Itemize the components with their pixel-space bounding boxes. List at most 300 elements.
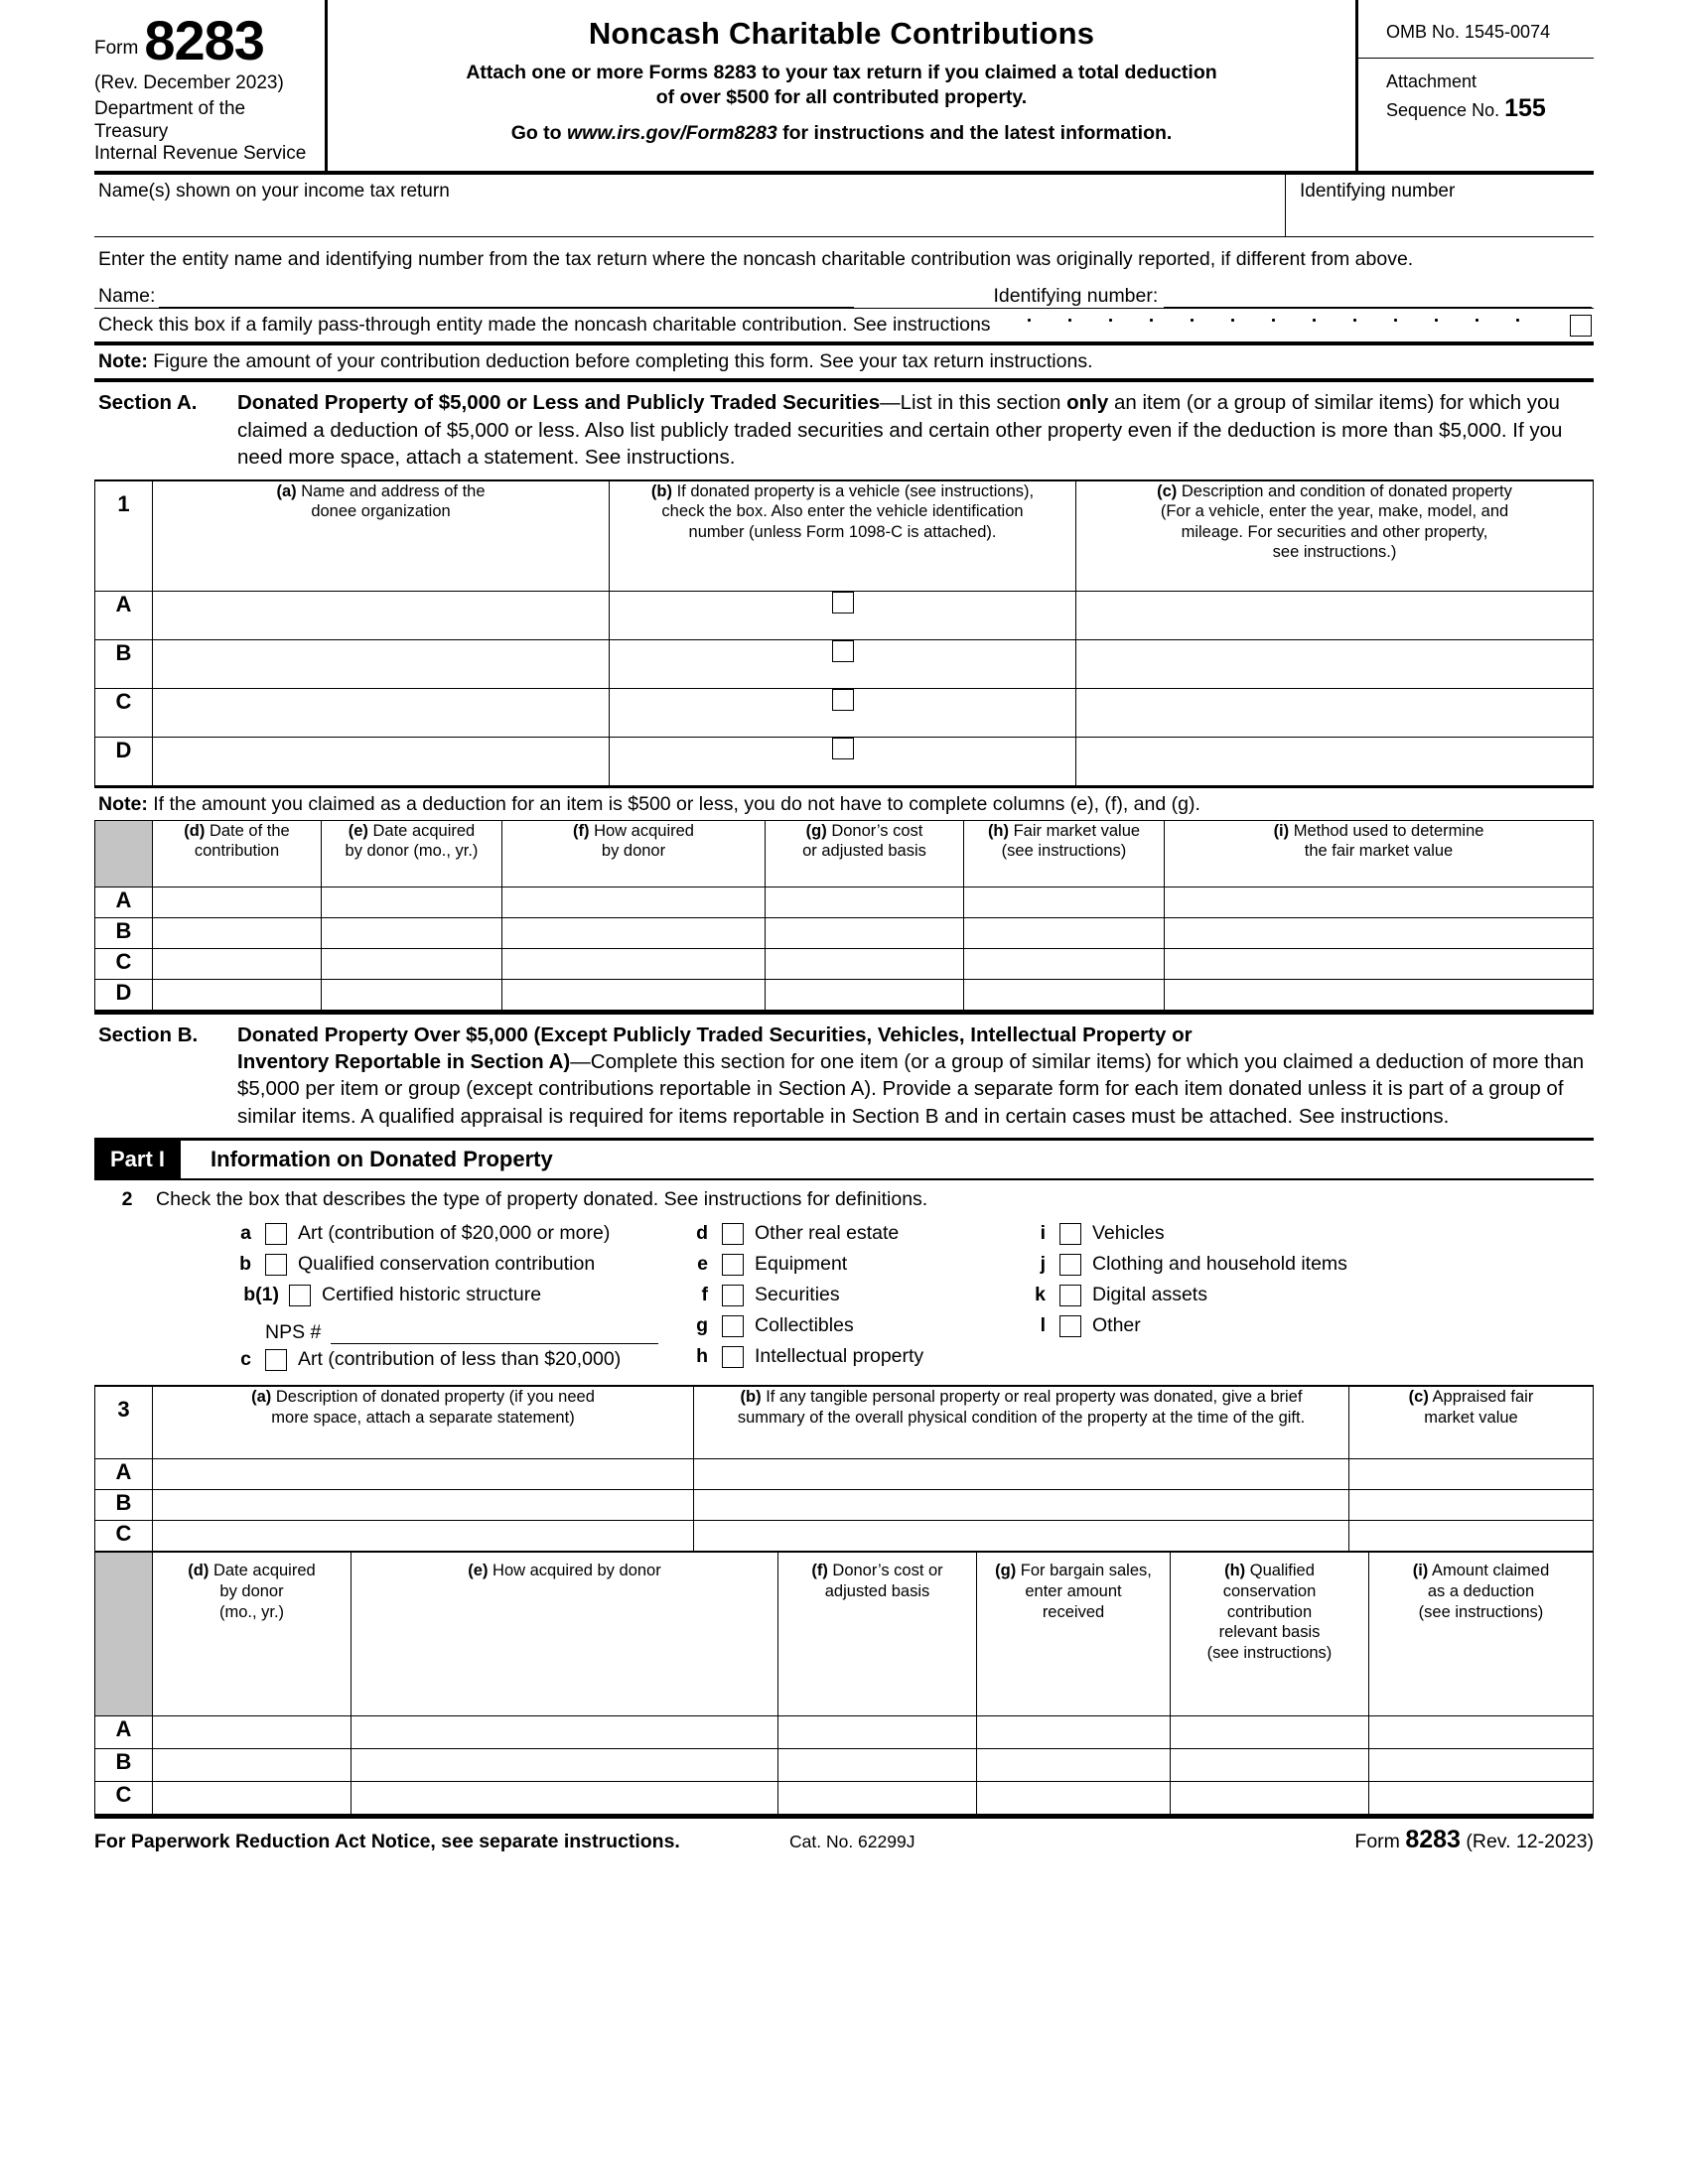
form-revision: (Rev. December 2023) <box>94 72 284 94</box>
part-1-tag: Part I <box>94 1141 181 1178</box>
col4-f-bold: (f) <box>811 1562 828 1580</box>
col-b-header <box>610 480 1076 591</box>
col-b-line-2: check the box. Also enter the vehicle identification <box>661 502 1024 521</box>
vehicle-checkbox[interactable] <box>832 738 854 759</box>
checkbox-item-d[interactable] <box>666 1218 1004 1249</box>
checkbox-label: Other real estate <box>755 1222 900 1245</box>
cell-date-contribution[interactable] <box>153 948 322 979</box>
nps-number-row <box>210 1310 666 1344</box>
col-d-bold: (d) <box>184 821 206 840</box>
cell-date-acquired[interactable] <box>322 979 502 1010</box>
footer-form-label: Form <box>1354 1831 1406 1853</box>
table-row <box>95 1521 1594 1552</box>
checkbox-label: Qualified conservation contribution <box>298 1253 596 1276</box>
cell-how-acquired[interactable] <box>502 887 766 917</box>
cell-condition-summary[interactable] <box>694 1521 1349 1552</box>
checkbox-letter: j <box>1040 1253 1046 1276</box>
section-b-title-line-2: Inventory Reportable in Section A) <box>237 1050 571 1074</box>
form-header <box>94 0 1594 175</box>
row-label: A <box>95 591 153 639</box>
cell-method[interactable] <box>1165 887 1594 917</box>
cell-bargain-sale[interactable] <box>977 1749 1171 1782</box>
cell-donee-org[interactable] <box>153 688 610 737</box>
checkbox-label: Art (contribution of less than $20,000) <box>298 1348 622 1371</box>
col4-d-line-2: by donor <box>219 1582 284 1601</box>
cell-date-contribution[interactable] <box>153 917 322 948</box>
col4-i-bold: (i) <box>1412 1562 1429 1580</box>
checkbox-letter: a <box>240 1222 251 1245</box>
checkbox-a[interactable] <box>265 1223 287 1245</box>
section-a-dash: — <box>880 391 901 415</box>
col-c-bold: (c) <box>1157 481 1178 500</box>
col3-a-line-2: more space, attach a separate statement) <box>271 1409 575 1428</box>
checkbox-label: Collectibles <box>755 1314 854 1337</box>
line-2-block <box>94 1180 1594 1386</box>
cell-appraised-fmv[interactable] <box>1349 1521 1594 1552</box>
row-label: B <box>95 917 153 948</box>
col-h-line-1: Fair market value <box>1009 821 1141 840</box>
col4-g-bold: (g) <box>995 1562 1017 1580</box>
col4-h-line-4: relevant basis <box>1218 1623 1321 1642</box>
table-row <box>95 948 1594 979</box>
section-a-note-label: Note: <box>98 792 148 815</box>
checkbox-k[interactable] <box>1059 1285 1081 1306</box>
cell-condition-summary[interactable] <box>694 1490 1349 1521</box>
col-e-line-1: Date acquired <box>367 821 476 840</box>
form-footer <box>94 1815 1594 1854</box>
checkbox-l[interactable] <box>1059 1315 1081 1337</box>
col4-h-header <box>1171 1553 1369 1716</box>
cell-property-description[interactable] <box>153 1490 694 1521</box>
entity-identifying-number-input[interactable] <box>1164 287 1592 308</box>
table-row <box>95 887 1594 917</box>
col4-d-header <box>153 1553 352 1716</box>
section-b-body: Complete this section for one item (or a group of similar items) for which you claimed a deduction of more than $5,000 per item or group (except contributions reportable in Section A). Provide a separate form for each item donated unless it is part of a group of similar items. A qualified appraisal is required for items reportable in Section B and in certain cases must be attached. See instructions. <box>237 1050 1585 1128</box>
checkbox-column-3 <box>1004 1218 1347 1375</box>
checkbox-item-b1[interactable] <box>210 1280 666 1310</box>
col-g-line-1: Donor’s cost <box>826 821 923 840</box>
cell-vehicle[interactable] <box>610 737 1076 785</box>
checkbox-f[interactable] <box>722 1285 744 1306</box>
col3-c-header <box>1349 1387 1594 1459</box>
table-row <box>95 1749 1594 1782</box>
checkbox-j[interactable] <box>1059 1254 1081 1276</box>
line-3-table-abc <box>94 1386 1594 1552</box>
table-row <box>95 1782 1594 1815</box>
cell-how-acquired[interactable] <box>352 1716 778 1749</box>
entity-name-row <box>94 277 1594 308</box>
omb-number: OMB No. 1545-0074 <box>1386 22 1551 42</box>
corner-cell <box>95 820 153 887</box>
cell-how-acquired[interactable] <box>352 1749 778 1782</box>
cell-qualified-conservation[interactable] <box>1171 1716 1369 1749</box>
col-f-line-1: How acquired <box>589 821 694 840</box>
checkbox-item-k[interactable] <box>1004 1280 1347 1310</box>
checkbox-letter: h <box>696 1345 708 1368</box>
cell-vehicle[interactable] <box>610 639 1076 688</box>
checkbox-letter: l <box>1040 1314 1046 1337</box>
cell-bargain-sale[interactable] <box>977 1782 1171 1815</box>
nps-input[interactable] <box>331 1321 658 1344</box>
cell-amount-claimed[interactable] <box>1369 1749 1594 1782</box>
section-a-table-abc <box>94 480 1594 786</box>
col-i-bold: (i) <box>1273 821 1290 840</box>
col-e-line-2: by donor (mo., yr.) <box>345 842 479 861</box>
attachment-label-line-1: Attachment <box>1386 71 1477 91</box>
cell-property-description[interactable] <box>153 1459 694 1490</box>
cell-date-acquired[interactable] <box>153 1749 352 1782</box>
passthrough-entity-row <box>94 308 1594 341</box>
table-header-row <box>95 1553 1594 1716</box>
col-a-line-2: donee organization <box>311 502 451 521</box>
row-label: D <box>95 979 153 1010</box>
header-title-block <box>328 0 1358 171</box>
table-row <box>95 917 1594 948</box>
footer-form-revision: (Rev. 12-2023) <box>1460 1831 1594 1853</box>
section-a-note-text: If the amount you claimed as a deduction for an item is $500 or less, you do not have to complete columns (e), (f), and (g). <box>147 792 1200 815</box>
checkbox-item-b[interactable] <box>210 1249 666 1280</box>
col-h-header <box>964 820 1165 887</box>
row-label: D <box>95 737 153 785</box>
checkbox-item-e[interactable] <box>666 1249 1004 1280</box>
form-title: Noncash Charitable Contributions <box>588 16 1095 51</box>
attachment-sequence <box>1358 58 1594 124</box>
checkbox-b1[interactable] <box>289 1285 311 1306</box>
checkbox-letter: f <box>701 1284 708 1306</box>
entity-name-label: Name: <box>98 285 156 308</box>
col-d-line-1: Date of the <box>205 821 290 840</box>
attachment-number: 155 <box>1504 93 1546 122</box>
col4-h-line-1: Qualified <box>1245 1562 1315 1580</box>
checkbox-item-h[interactable] <box>666 1341 1004 1372</box>
section-a-label: Section A. <box>98 391 198 415</box>
checkbox-label: Certified historic structure <box>322 1284 542 1306</box>
col4-d-bold: (d) <box>188 1562 210 1580</box>
checkbox-item-g[interactable] <box>666 1310 1004 1341</box>
row-label: C <box>95 1782 153 1815</box>
cell-qualified-conservation[interactable] <box>1171 1749 1369 1782</box>
section-b-label: Section B. <box>98 1023 199 1046</box>
cell-description[interactable] <box>1076 591 1594 639</box>
col4-e-line-1: How acquired by donor <box>488 1562 661 1580</box>
col-i-line-2: the fair market value <box>1304 842 1454 861</box>
row-label: A <box>95 887 153 917</box>
taxpayer-name-row <box>94 175 1594 237</box>
table-header-row <box>95 1387 1594 1459</box>
cell-date-acquired[interactable] <box>322 887 502 917</box>
checkbox-label: Securities <box>755 1284 840 1306</box>
checkbox-letter: d <box>696 1222 708 1245</box>
cell-donee-org[interactable] <box>153 639 610 688</box>
section-a-body-only: only <box>1066 391 1109 415</box>
checkbox-letter: b(1) <box>243 1284 279 1306</box>
cell-date-acquired[interactable] <box>322 917 502 948</box>
col-c-line-3: mileage. For securities and other property, <box>1181 522 1488 541</box>
checkbox-item-l[interactable] <box>1004 1310 1347 1341</box>
col3-a-bold: (a) <box>251 1388 272 1407</box>
cell-donor-cost[interactable] <box>778 1749 977 1782</box>
cell-bargain-sale[interactable] <box>977 1716 1171 1749</box>
checkbox-label: Equipment <box>755 1253 848 1276</box>
col4-g-line-2: enter amount <box>1025 1582 1122 1601</box>
cell-vehicle[interactable] <box>610 591 1076 639</box>
col3-b-line-1: If any tangible personal property or real property was donated, give a brief <box>761 1388 1303 1407</box>
vehicle-checkbox[interactable] <box>832 592 854 614</box>
col-i-line-1: Method used to determine <box>1289 821 1484 840</box>
col4-g-header <box>977 1553 1171 1716</box>
col4-d-line-1: Date acquired <box>209 1562 316 1580</box>
col4-e-bold: (e) <box>468 1562 489 1580</box>
col3-b-header <box>694 1387 1349 1459</box>
table-header-row <box>95 480 1594 591</box>
entity-instruction: Enter the entity name and identifying number from the tax return where the noncash charitable contribution was originally reported, if different from above. <box>98 248 1414 271</box>
cell-donor-cost[interactable] <box>766 979 964 1010</box>
vehicle-checkbox[interactable] <box>832 689 854 711</box>
col3-c-line-1: Appraised fair <box>1428 1388 1534 1407</box>
cell-date-acquired[interactable] <box>153 1782 352 1815</box>
cell-donor-cost[interactable] <box>778 1716 977 1749</box>
form-subtitle-line-1: Attach one or more Forms 8283 to your tax return if you claimed a total deduction <box>466 62 1217 83</box>
section-b-header <box>94 1011 1594 1140</box>
col4-g-line-1: For bargain sales, <box>1016 1562 1152 1580</box>
note-label: Note: <box>98 350 148 373</box>
cell-how-acquired[interactable] <box>502 948 766 979</box>
attachment-label-line-2: Sequence No. <box>1386 99 1500 120</box>
note-deduction <box>94 341 1594 382</box>
col4-i-line-2: as a deduction <box>1427 1582 1535 1601</box>
cell-date-contribution[interactable] <box>153 887 322 917</box>
col4-g-line-3: received <box>1042 1602 1105 1621</box>
col4-i-header <box>1369 1553 1594 1716</box>
corner-cell <box>95 1553 153 1716</box>
part-1-bar <box>94 1139 1594 1180</box>
checkbox-letter: i <box>1040 1222 1046 1245</box>
department-line-1: Department of the Treasury <box>94 98 246 142</box>
table-row <box>95 688 1594 737</box>
header-form-identity <box>94 0 328 171</box>
line-number-2: 2 <box>121 1188 133 1211</box>
cell-amount-claimed[interactable] <box>1369 1716 1594 1749</box>
section-a-table-defghi <box>94 820 1594 1011</box>
cell-how-acquired[interactable] <box>502 979 766 1010</box>
col4-i-line-3: (see instructions) <box>1418 1602 1544 1621</box>
cell-donee-org[interactable] <box>153 737 610 785</box>
cell-donor-cost[interactable] <box>766 917 964 948</box>
footer-form-number: 8283 <box>1405 1826 1461 1854</box>
cell-qualified-conservation[interactable] <box>1171 1782 1369 1815</box>
row-label: A <box>95 1716 153 1749</box>
cell-donee-org[interactable] <box>153 591 610 639</box>
line-number-1: 1 <box>95 480 153 591</box>
col-f-bold: (f) <box>573 821 590 840</box>
cell-date-acquired[interactable] <box>153 1716 352 1749</box>
checkbox-label: Vehicles <box>1092 1222 1165 1245</box>
section-a-body-1: List in this section <box>900 391 1067 415</box>
col4-h-line-3: contribution <box>1226 1602 1313 1621</box>
col-e-header <box>322 820 502 887</box>
col4-h-bold: (h) <box>1224 1562 1246 1580</box>
section-b-title-line-1: Donated Property Over $5,000 (Except Publicly Traded Securities, Vehicles, Intellectual Property or <box>237 1023 1193 1046</box>
col-b-line-3: number (unless Form 1098-C is attached). <box>688 522 997 541</box>
checkbox-letter: b <box>239 1253 251 1276</box>
col-c-line-1: Description and condition of donated property <box>1177 481 1512 500</box>
col-f-header <box>502 820 766 887</box>
cell-method[interactable] <box>1165 979 1594 1010</box>
cell-property-description[interactable] <box>153 1521 694 1552</box>
checkbox-b[interactable] <box>265 1254 287 1276</box>
col4-h-line-2: conservation <box>1222 1582 1317 1601</box>
cell-donor-cost[interactable] <box>766 887 964 917</box>
col-h-line-2: (see instructions) <box>1001 842 1127 861</box>
checkbox-letter: e <box>697 1253 708 1276</box>
cell-vehicle[interactable] <box>610 688 1076 737</box>
cell-how-acquired[interactable] <box>352 1782 778 1815</box>
names-field[interactable] <box>94 175 1286 236</box>
section-a-body-2: an item (or a group of similar items) for which you claimed a deduction of $5,000 or less. Also list publicly traded securities and certain other property even if the deduction is more than $5,000. If you need more space, attach a statement. See instructions. <box>237 391 1563 470</box>
table-row <box>95 639 1594 688</box>
row-label: C <box>95 948 153 979</box>
form-number: 8283 <box>144 9 264 71</box>
cell-appraised-fmv[interactable] <box>1349 1490 1594 1521</box>
col4-d-line-3: (mo., yr.) <box>218 1602 285 1621</box>
table-row <box>95 591 1594 639</box>
cell-donor-cost[interactable] <box>766 948 964 979</box>
row-label: A <box>95 1459 153 1490</box>
passthrough-entity-checkbox[interactable] <box>1570 315 1592 337</box>
col3-a-header <box>153 1387 694 1459</box>
cell-fmv[interactable] <box>964 979 1165 1010</box>
col-a-line-1: Name and address of the <box>296 481 486 500</box>
table-header-row <box>95 820 1594 887</box>
checkbox-item-j[interactable] <box>1004 1249 1347 1280</box>
col3-b-bold: (b) <box>740 1388 762 1407</box>
col-g-bold: (g) <box>805 821 827 840</box>
row-label: B <box>95 639 153 688</box>
cell-fmv[interactable] <box>964 948 1165 979</box>
note-text: Figure the amount of your contribution deduction before completing this form. See your tax return instructions. <box>147 350 1093 373</box>
cell-condition-summary[interactable] <box>694 1459 1349 1490</box>
col-g-line-2: or adjusted basis <box>802 842 926 861</box>
goto-suffix: for instructions and the latest information. <box>776 121 1173 144</box>
goto-url[interactable]: www.irs.gov/Form8283 <box>567 121 777 144</box>
checkbox-letter: c <box>240 1348 251 1371</box>
col-a-bold: (a) <box>276 481 297 500</box>
checkbox-label: Art (contribution of $20,000 or more) <box>298 1222 611 1245</box>
department-line-2: Internal Revenue Service <box>94 143 307 164</box>
col3-c-bold: (c) <box>1408 1388 1429 1407</box>
col-b-bold: (b) <box>650 481 672 500</box>
cell-method[interactable] <box>1165 948 1594 979</box>
checkbox-h[interactable] <box>722 1346 744 1368</box>
cell-date-acquired[interactable] <box>322 948 502 979</box>
cell-description[interactable] <box>1076 639 1594 688</box>
col-a-header <box>153 480 610 591</box>
checkbox-column-2 <box>666 1218 1004 1375</box>
checkbox-d[interactable] <box>722 1223 744 1245</box>
col-c-line-4: see instructions.) <box>1272 543 1397 562</box>
col4-h-line-5: (see instructions) <box>1206 1643 1333 1662</box>
col4-i-line-1: Amount claimed <box>1428 1562 1550 1580</box>
line-3-table-defghi <box>94 1552 1594 1815</box>
col4-f-header <box>778 1553 977 1716</box>
row-label: B <box>95 1490 153 1521</box>
catalog-number: Cat. No. 62299J <box>789 1832 915 1852</box>
checkbox-item-c[interactable] <box>210 1344 666 1375</box>
identifying-number-label: Identifying number <box>1300 181 1456 203</box>
checkbox-g[interactable] <box>722 1315 744 1337</box>
col-g-header <box>766 820 964 887</box>
table-row <box>95 979 1594 1010</box>
form-label: Form <box>94 38 139 60</box>
vehicle-checkbox[interactable] <box>832 640 854 662</box>
col3-a-line-1: Description of donated property (if you need <box>271 1388 595 1407</box>
form-goto-line <box>342 122 1341 145</box>
cell-donor-cost[interactable] <box>778 1782 977 1815</box>
checkbox-label: Digital assets <box>1092 1284 1207 1306</box>
row-label: C <box>95 688 153 737</box>
checkbox-i[interactable] <box>1059 1223 1081 1245</box>
col-d-header <box>153 820 322 887</box>
entity-identifying-number-label: Identifying number: <box>993 285 1159 308</box>
checkbox-item-i[interactable] <box>1004 1218 1347 1249</box>
table-row <box>95 1716 1594 1749</box>
col-e-bold: (e) <box>348 821 368 840</box>
col-d-line-2: contribution <box>194 842 280 861</box>
entity-name-input[interactable] <box>159 287 854 308</box>
goto-prefix: Go to <box>510 121 568 144</box>
checkbox-e[interactable] <box>722 1254 744 1276</box>
section-a-note <box>94 786 1594 820</box>
line-2-instruction: Check the box that describes the type of property donated. See instructions for definitions. <box>156 1188 928 1211</box>
col-f-line-2: by donor <box>601 842 666 861</box>
checkbox-c[interactable] <box>265 1349 287 1371</box>
nps-label: NPS # <box>265 1321 322 1344</box>
form-subtitle-line-2: of over $500 for all contributed property. <box>655 86 1028 109</box>
header-omb-block <box>1358 0 1594 171</box>
cell-method[interactable] <box>1165 917 1594 948</box>
col-b-line-1: If donated property is a vehicle (see instructions), <box>671 481 1035 500</box>
identifying-number-field[interactable] <box>1286 175 1594 236</box>
names-label: Name(s) shown on your income tax return <box>98 181 450 203</box>
table-row <box>95 737 1594 785</box>
row-label: B <box>95 1749 153 1782</box>
checkbox-item-f[interactable] <box>666 1280 1004 1310</box>
section-a-header <box>94 382 1594 479</box>
col-h-bold: (h) <box>987 821 1010 840</box>
cell-fmv[interactable] <box>964 917 1165 948</box>
cell-fmv[interactable] <box>964 887 1165 917</box>
checkbox-label: Other <box>1092 1314 1141 1337</box>
checkbox-item-a[interactable] <box>210 1218 666 1249</box>
footer-form-identity <box>1354 1826 1594 1854</box>
passthrough-entity-text: Check this box if a family pass-through entity made the noncash charitable contribution. See instructions <box>98 314 991 337</box>
cell-amount-claimed[interactable] <box>1369 1782 1594 1815</box>
part-1-title: Information on Donated Property <box>211 1147 553 1172</box>
checkbox-label: Intellectual property <box>755 1345 924 1368</box>
cell-appraised-fmv[interactable] <box>1349 1459 1594 1490</box>
property-type-checkbox-grid <box>94 1218 1594 1375</box>
cell-description[interactable] <box>1076 737 1594 785</box>
checkbox-letter: k <box>1035 1284 1046 1306</box>
table-row <box>95 1459 1594 1490</box>
cell-how-acquired[interactable] <box>502 917 766 948</box>
col3-c-line-2: market value <box>1424 1409 1518 1428</box>
table-row <box>95 1490 1594 1521</box>
col3-b-line-2: summary of the overall physical condition of the property at the time of the gift. <box>737 1409 1306 1428</box>
col4-f-line-2: adjusted basis <box>824 1582 930 1601</box>
cell-date-contribution[interactable] <box>153 979 322 1010</box>
cell-description[interactable] <box>1076 688 1594 737</box>
